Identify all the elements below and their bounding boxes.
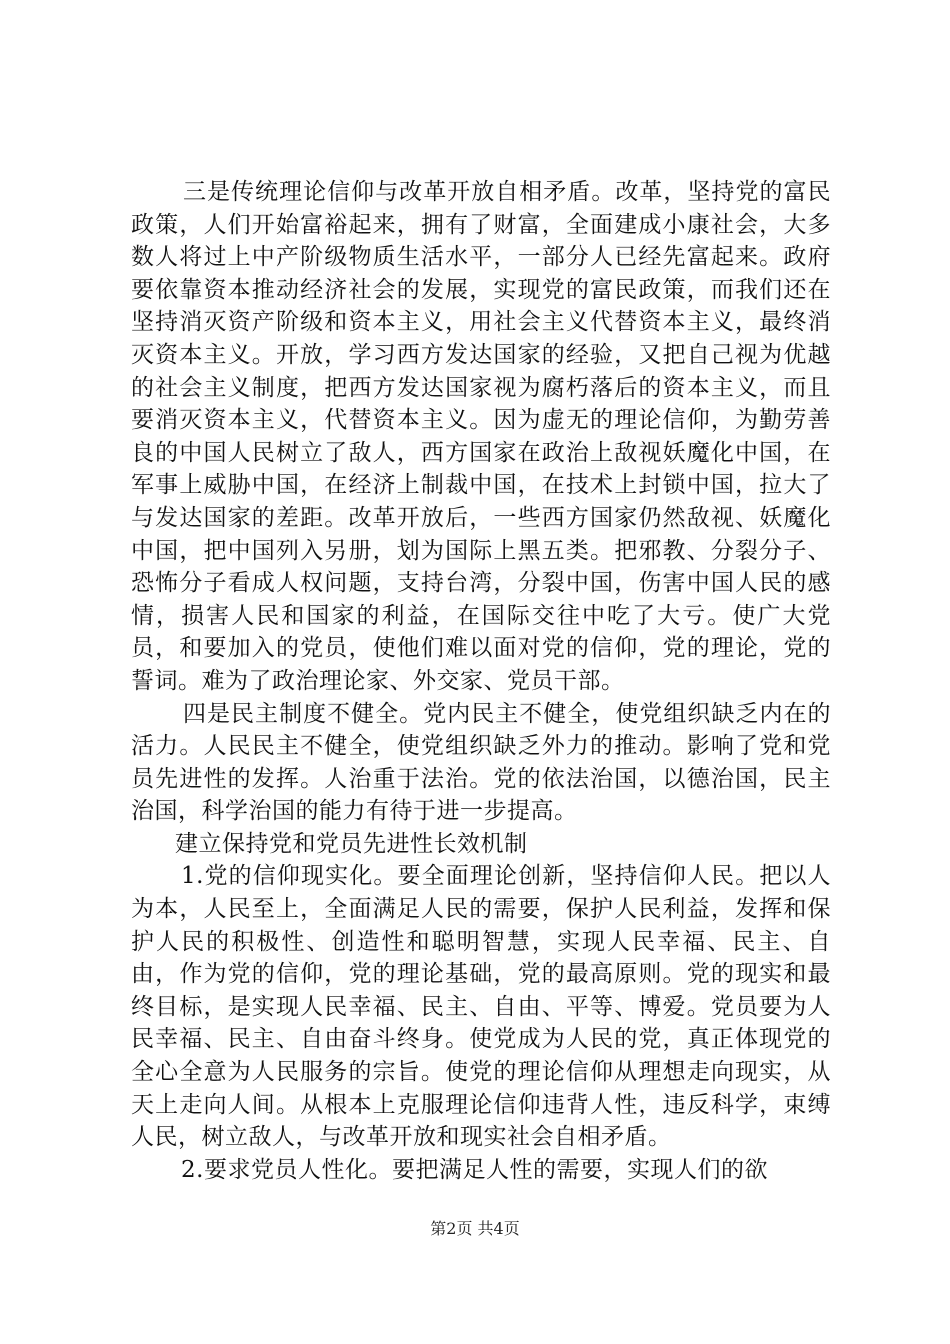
paragraph-point-four: 四是民主制度不健全。党内民主不健全，使党组织缺乏内在的活力。人民民主不健全，使党组织缺乏外力的推动。影响了党和党员先进性的发挥。人治重于法治。党的依法治国，以德治国，民主治国，科学治国的能力有待于进一步提高。 <box>131 700 831 825</box>
list-item-one: 1.党的信仰现实化。要全面理论创新，坚持信仰人民。把以人为本，人民至上，全面满足人民的需要，保护人民利益，发挥和保护人民的积极性、创造性和聪明智慧，实现人民幸福、民主、自由，作为党的信仰，党的理论基础，党的最高原则。党的现实和最终目标，是实现人民幸福、民主、自由、平等、博爱。党员要为人民幸福、民主、自由奋斗终身。使党成为人民的党，真正体现党的全心全意为人民服务的宗旨。使党的理论信仰从理想走向现实，从天上走向人间。从根本上克服理论信仰违背人性，违反科学，束缚人民，树立敌人，与改革开放和现实社会自相矛盾。 <box>131 863 831 1151</box>
list-item-two: 2.要求党员人性化。要把满足人性的需要，实现人们的欲 <box>181 1156 768 1183</box>
paragraph-point-three: 三是传统理论信仰与改革开放自相矛盾。改革，坚持党的富民政策，人们开始富裕起来，拥有了财富，全面建成小康社会，大多数人将过上中产阶级物质生活水平，一部分人已经先富起来。政府要依靠资本推动经济社会的发展，实现党的富民政策，而我们还在坚持消灭资产阶级和资本主义，用社会主义代替资本主义，最终消灭资本主义。开放，学习西方发达国家的经验，又把自己视为优越的社会主义制度，把西方发达国家视为腐朽落后的资本主义，而且要消灭资本主义，代替资本主义。因为虚无的理论信仰，为勤劳善良的中国人民树立了敌人，西方国家在政治上敌视妖魔化中国，在军事上威胁中国，在经济上制裁中国，在技术上封锁中国，拉大了与发达国家的差距。改革开放后，一些西方国家仍然敌视、妖魔化中国，把中国列入另册，划为国际上黑五类。把邪教、分裂分子、恐怖分子看成人权问题，支持台湾，分裂中国，伤害中国人民的感情，损害人民和国家的利益，在国际交往中吃了大亏。使广大党员，和要加入的党员，使他们难以面对党的信仰，党的理论，党的誓词。难为了政治理论家、外交家、党员干部。 <box>131 179 831 694</box>
page-number-footer: 第2页 共4页 <box>430 1219 520 1238</box>
document-body <box>131 176 831 1186</box>
section-heading: 建立保持党和党员先进性长效机制 <box>175 830 528 857</box>
